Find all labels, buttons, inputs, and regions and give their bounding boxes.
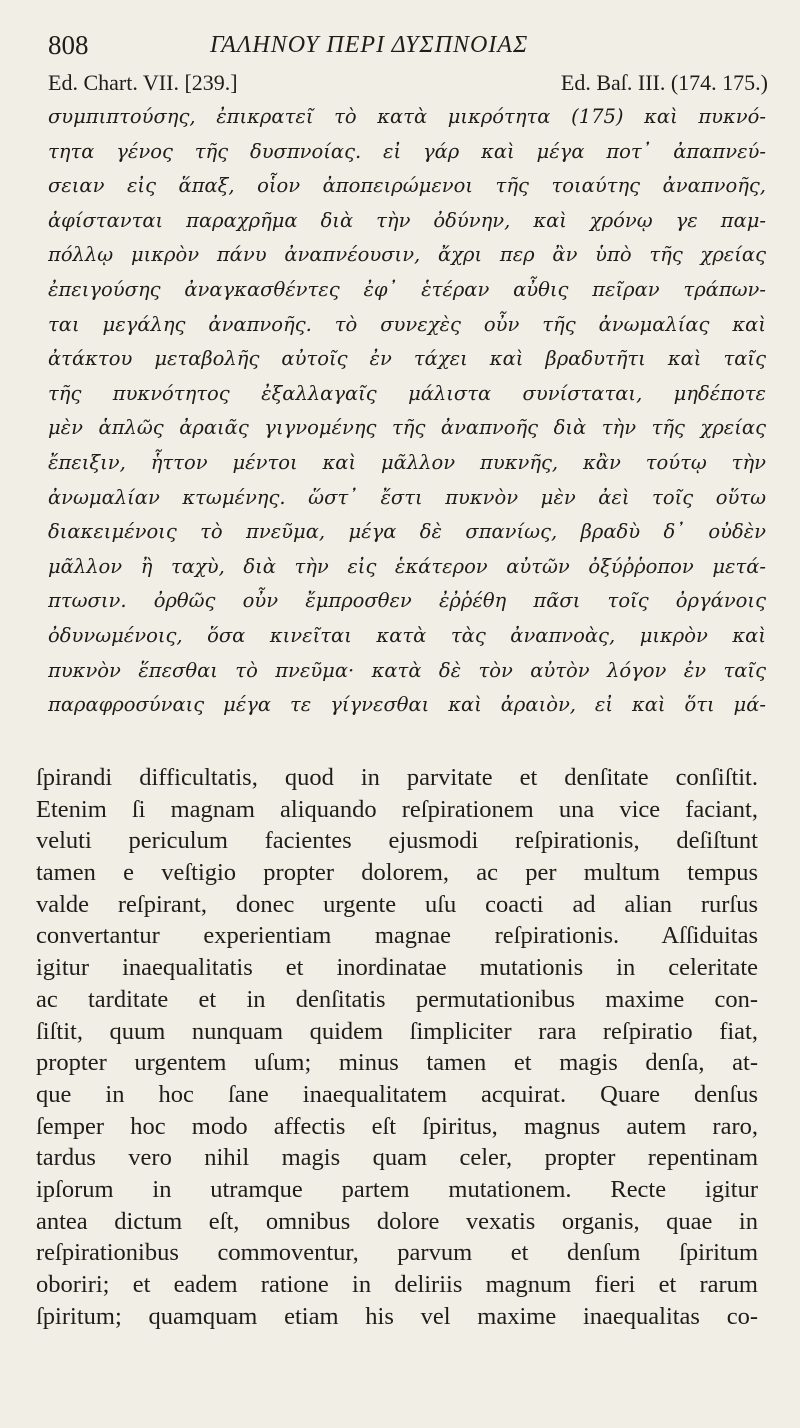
greek-text-line: ἐπειγούσης ἀναγκασθέντες ἐφ᾽ ἑτέραν αὖθις πεῖραν τράπων-	[48, 277, 766, 301]
greek-text-line: ἀτάκτου μεταβολῆς αὐτοῖς ἐν τάχει καὶ βραδυτῆτι καὶ ταῖς	[48, 347, 766, 371]
latin-text-line: ſpirandi difficultatis, quod in parvitate et denſitate conſiſtit.	[36, 764, 758, 791]
greek-text-line: διακειμένοις τὸ πνεῦμα, μέγα δὲ σπανίως, βραδὺ δ᾽ οὐδὲν	[48, 520, 766, 544]
latin-text-line: oboriri; et eadem ratione in deliriis magnum fieri et rarum	[36, 1271, 758, 1298]
greek-text-line: ἀφίστανται παραχρῆμα διὰ τὴν ὀδύνην, καὶ χρόνῳ γε παμ-	[48, 208, 766, 232]
edition-references	[48, 70, 768, 98]
latin-text-line: ſiſtit, quum nunquam quidem ſimpliciter rara reſpiratio fiat,	[36, 1017, 758, 1045]
latin-text-line: ſpiritum; quamquam etiam his vel maxime inaequalitas co-	[36, 1302, 758, 1330]
latin-text-line: valde reſpirant, donec urgente uſu coacti ad alian rurſus	[36, 890, 758, 918]
latin-text-line: tamen e veſtigio propter dolorem, ac per multum tempus	[36, 859, 758, 887]
latin-text-line: igitur inaequalitatis et inordinatae mutationis in celeritate	[36, 954, 758, 982]
greek-text-line: τητα γένος τῆς δυσπνοίας. εἰ γάρ καὶ μέγα ποτ᾽ ἀπαπνεύ-	[48, 139, 766, 163]
latin-text-line: veluti periculum facientes ejusmodi reſpirationis, deſiſtunt	[36, 827, 758, 855]
greek-text-line: μᾶλλον ἢ ταχὺ, διὰ τὴν εἰς ἑκάτερον αὐτῶν ὀξύῤῥοπον μετά-	[48, 554, 766, 578]
latin-text-line: Etenim ſi magnam aliquando reſpirationem una vice faciant,	[36, 795, 758, 823]
greek-text-line: ἔπειξιν, ἧττον μέντοι καὶ μᾶλλον πυκνῆς, κἂν τούτῳ τὴν	[48, 450, 766, 474]
page-header	[48, 30, 752, 64]
greek-text-line: πυκνὸν ἕπεσθαι τὸ πνεῦμα· κατὰ δὲ τὸν αὐτὸν λόγον ἐν ταῖς	[48, 658, 766, 682]
greek-text-line: ται μεγάλης ἀναπνοῆς. τὸ συνεχὲς οὖν τῆς ἀνωμαλίας καὶ	[48, 312, 766, 336]
greek-text-line: παραφροσύναις μέγα τε γίγνεσθαι καὶ ἀραιὸν, εἰ καὶ ὅτι μά-	[48, 693, 766, 717]
latin-text-line: convertantur experientiam magnae reſpirationis. Aſſiduitas	[36, 922, 758, 950]
latin-text-line: antea dictum eſt, omnibus dolore vexatis organis, quae in	[36, 1207, 758, 1235]
running-title: ΓΑΛΗΝΟΥ ΠΕΡΙ ΔΥΣΠΝΟΙΑΣ	[210, 32, 529, 58]
greek-text-line: ἀνωμαλίαν κτωμένης. ὥστ᾽ ἔστι πυκνὸν μὲν ἀεὶ τοῖς οὕτω	[48, 485, 766, 509]
greek-text-line: σειαν εἰς ἅπαξ, οἷον ἀποπειρώμενοι τῆς τοιαύτης ἀναπνοῆς,	[48, 174, 766, 198]
greek-text-line: συμπιπτούσης, ἐπικρατεῖ τὸ κατὰ μικρότητα (175) καὶ πυκνό-	[48, 105, 766, 128]
latin-text-line: ſemper hoc modo affectis eſt ſpiritus, magnus autem raro,	[36, 1112, 758, 1140]
latin-text-line: reſpirationibus commoventur, parvum et denſum ſpiritum	[36, 1239, 758, 1267]
latin-text-line: propter urgentem uſum; minus tamen et magis denſa, at-	[36, 1049, 758, 1077]
greek-text-line: πτωσιν. ὀρθῶς οὖν ἔμπροσθεν ἐῤῥέθη πᾶσι τοῖς ὀργάνοις	[48, 589, 766, 613]
page-number: 808	[48, 30, 89, 60]
latin-text-line: ipſorum in utramque partem mutationem. Recte igitur	[36, 1175, 758, 1203]
latin-text-line: ac tarditate et in denſitatis permutationibus maxime con-	[36, 985, 758, 1013]
greek-text-line: τῆς πυκνότητος ἐξαλλαγαῖς μάλιστα συνίσταται, μηδέποτε	[48, 381, 766, 405]
greek-text-line: ὀδυνωμένοις, ὅσα κινεῖται κατὰ τὰς ἀναπνοὰς, μικρὸν καὶ	[48, 623, 766, 647]
greek-text-line: μὲν ἁπλῶς ἀραιᾶς γιγνομένης τῆς ἀναπνοῆς διὰ τὴν τῆς χρείας	[48, 416, 766, 440]
greek-text	[48, 100, 766, 723]
latin-text	[36, 762, 758, 1332]
edition-basel: Ed. Baſ. III. (174. 175.)	[560, 70, 768, 95]
latin-text-line: que in hoc ſane inaequalitatem acquirat. Quare denſus	[36, 1080, 758, 1108]
latin-text-line: tardus vero nihil magis quam celer, propter repentinam	[36, 1144, 758, 1172]
edition-chartier: Ed. Chart. VII. [239.]	[48, 70, 238, 95]
greek-text-line: πόλλῳ μικρὸν πάνυ ἀναπνέουσιν, ἄχρι περ ἂν ὑπὸ τῆς χρείας	[48, 243, 766, 267]
